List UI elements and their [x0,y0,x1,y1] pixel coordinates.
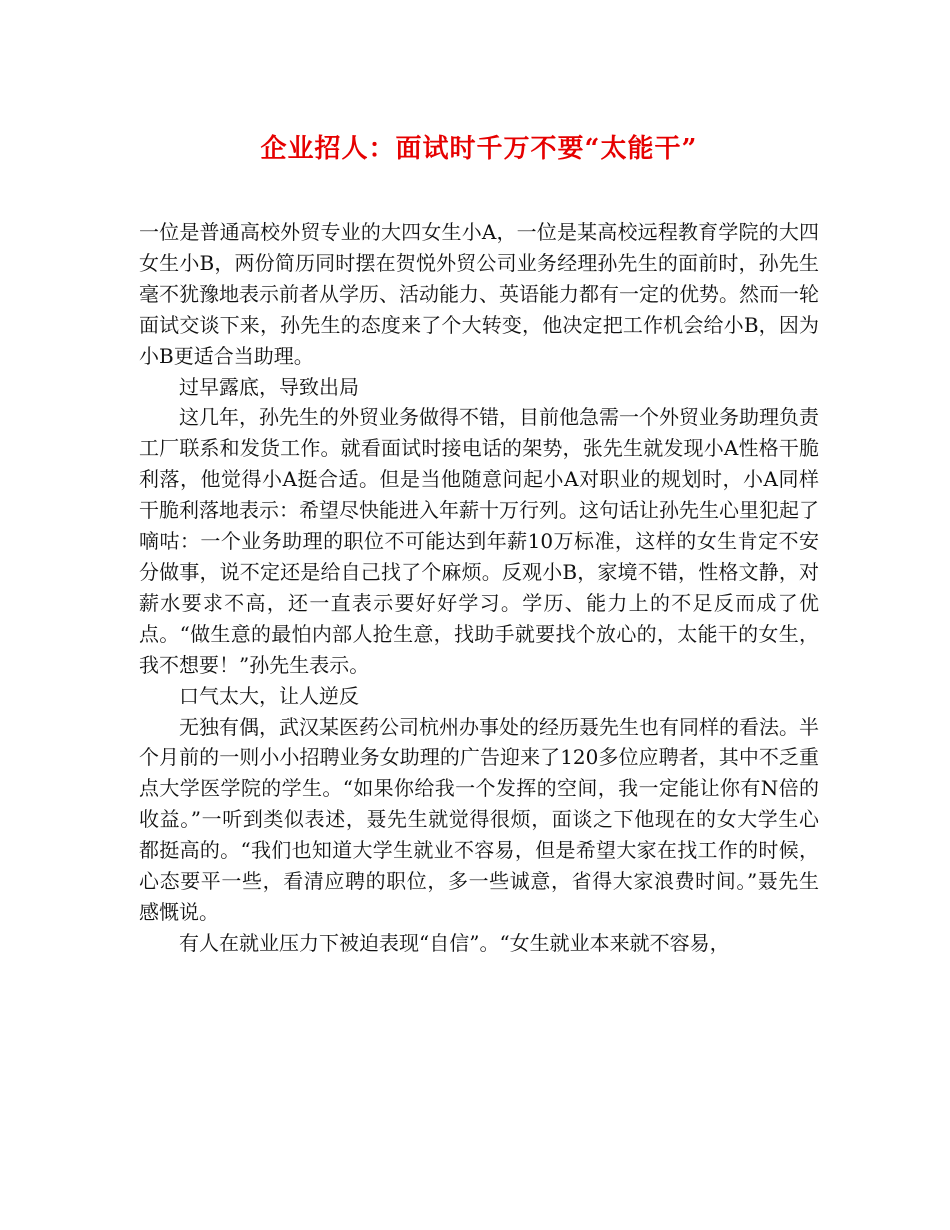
document-title: 企业招人：面试时千万不要“太能干” [260,134,698,164]
paragraph: 有人在就业压力下被迫表现“自信”。“女生就业本来就不容易， [179,930,730,955]
section-heading: 口气太大，让人逆反 [179,683,359,708]
document-page [139,0,819,959]
section-heading: 过早露底，导致出局 [179,374,359,399]
paragraph: 无独有偶，武汉某医药公司杭州办事处的经历聂先生也有同样的看法。半个月前的一则小小招聘业务女助理的广告迎来了120多位应聘者，其中不乏重点大学医学院的学生。“如果你给我一个发挥的空间，我一定能让你有N倍的收益。”一听到类似表述，聂先生就觉得很烦，面谈之下他现在的女大学生心都挺高的。“我们也知道大学生就业不容易，但是希望大家在找工作的时候，心态要平一些，看清应聘的职位，多一些诚意，省得大家浪费时间。”聂先生感慨说。 [139,714,819,924]
paragraph: 一位是普通高校外贸专业的大四女生小A，一位是某高校远程教育学院的大四女生小B，两份简历同时摆在贺悦外贸公司业务经理孙先生的面前时，孙先生毫不犹豫地表示前者从学历、活动能力、英语能力都有一定的优势。然而一轮面试交谈下来，孙先生的态度来了个大转变，他决定把工作机会给小B，因为小B更适合当助理。 [139,220,819,368]
paragraph: 这几年，孙先生的外贸业务做得不错，目前他急需一个外贸业务助理负责工厂联系和发货工作。就看面试时接电话的架势，张先生就发现小A性格干脆利落，他觉得小A挺合适。但是当他随意问起小A对职业的规划时，小A同样干脆利落地表示：希望尽快能进入年薪十万行列。这句话让孙先生心里犯起了嘀咕：一个业务助理的职位不可能达到年薪10万标准，这样的女生肯定不安分做事，说不定还是给自己找了个麻烦。反观小B，家境不错，性格文静，对薪水要求不高，还一直表示要好好学习。学历、能力上的不足反而成了优点。“做生意的最怕内部人抢生意，找助手就要找个放心的，太能干的女生，我不想要！”孙先生表示。 [139,405,819,677]
document-body [139,217,819,959]
